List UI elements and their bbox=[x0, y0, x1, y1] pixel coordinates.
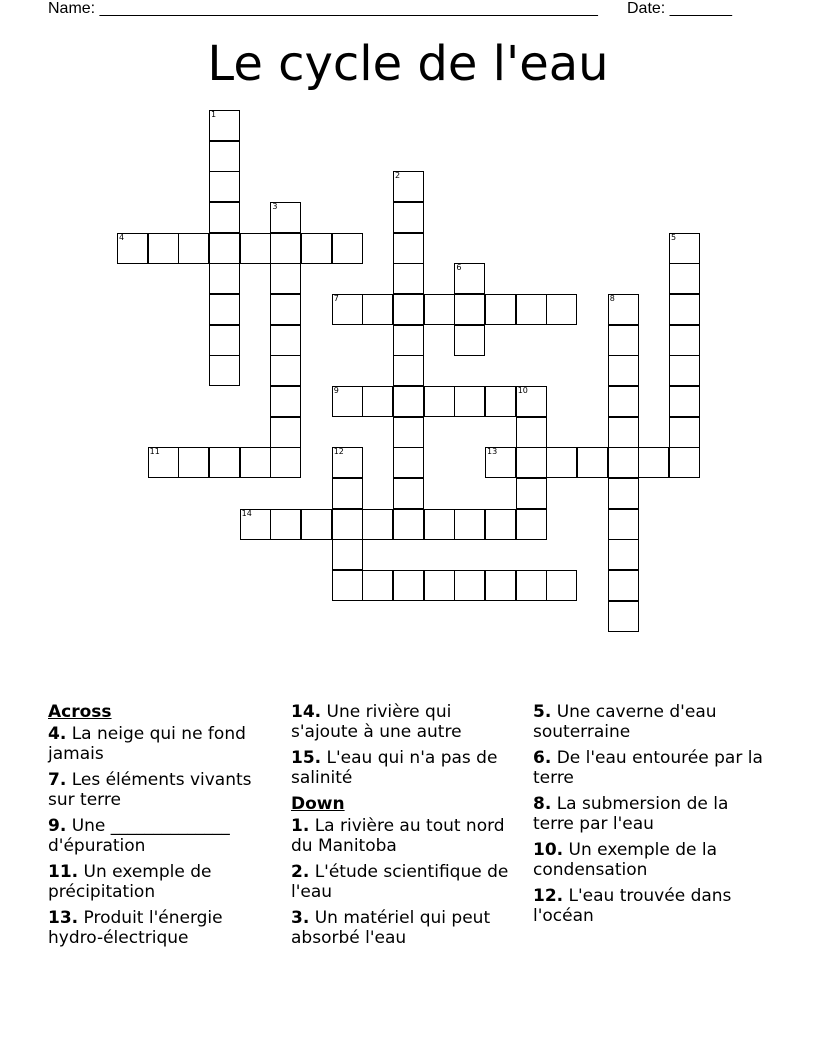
grid-cell[interactable] bbox=[485, 447, 516, 478]
grid-cell[interactable] bbox=[577, 447, 608, 478]
grid-cell[interactable] bbox=[485, 509, 516, 540]
down-heading: Down bbox=[291, 794, 345, 814]
grid-cell[interactable] bbox=[669, 263, 700, 294]
grid-cell[interactable] bbox=[270, 263, 301, 294]
grid-cell[interactable] bbox=[669, 386, 700, 417]
clue-number: 14 bbox=[241, 508, 252, 518]
grid-cell[interactable] bbox=[608, 294, 639, 325]
grid-cell[interactable] bbox=[209, 202, 240, 233]
grid-cell[interactable] bbox=[669, 294, 700, 325]
grid-cell[interactable] bbox=[393, 202, 424, 233]
grid-cell[interactable] bbox=[516, 570, 547, 601]
grid-cell[interactable] bbox=[669, 417, 700, 448]
grid-cell[interactable] bbox=[148, 233, 179, 264]
grid-cell[interactable] bbox=[332, 294, 363, 325]
clue-column-3 bbox=[533, 702, 763, 932]
grid-cell[interactable] bbox=[209, 171, 240, 202]
date-field-label[interactable]: Date: _______ bbox=[627, 0, 732, 17]
grid-cell[interactable] bbox=[393, 325, 424, 356]
grid-cell[interactable] bbox=[362, 509, 393, 540]
grid-cell[interactable] bbox=[209, 325, 240, 356]
grid-cell[interactable] bbox=[608, 570, 639, 601]
clue-number: 4 bbox=[119, 232, 125, 242]
grid-cell[interactable] bbox=[608, 509, 639, 540]
grid-cell[interactable] bbox=[485, 294, 516, 325]
grid-cell[interactable] bbox=[148, 447, 179, 478]
grid-cell[interactable] bbox=[209, 110, 240, 141]
clue-number: 9 bbox=[333, 386, 339, 396]
clue-down-6: 6. De l'eau entourée par la terre bbox=[533, 748, 763, 788]
grid-cell[interactable] bbox=[424, 294, 455, 325]
grid-cell[interactable] bbox=[332, 570, 363, 601]
grid-cell[interactable] bbox=[393, 263, 424, 294]
grid-cell[interactable] bbox=[424, 386, 455, 417]
grid-cell[interactable] bbox=[393, 478, 424, 509]
grid-cell[interactable] bbox=[178, 233, 209, 264]
grid-cell[interactable] bbox=[301, 233, 332, 264]
grid-cell[interactable] bbox=[546, 447, 577, 478]
clue-number: 6 bbox=[456, 263, 462, 273]
grid-cell[interactable] bbox=[669, 325, 700, 356]
clue-number: 1 bbox=[211, 110, 217, 119]
grid-cell[interactable] bbox=[332, 478, 363, 509]
grid-cell[interactable] bbox=[516, 509, 547, 540]
grid-cell[interactable] bbox=[393, 417, 424, 448]
grid-cell[interactable] bbox=[240, 509, 271, 540]
grid-cell[interactable] bbox=[117, 233, 148, 264]
grid-cell[interactable] bbox=[454, 294, 485, 325]
clue-across-4: 4. La neige qui ne fond jamais bbox=[48, 724, 246, 764]
grid-cell[interactable] bbox=[454, 263, 485, 294]
grid-cell[interactable] bbox=[362, 570, 393, 601]
grid-cell[interactable] bbox=[516, 294, 547, 325]
grid-cell[interactable] bbox=[485, 570, 516, 601]
grid-cell[interactable] bbox=[270, 202, 301, 233]
grid-cell[interactable] bbox=[608, 601, 639, 632]
grid-cell[interactable] bbox=[270, 233, 301, 264]
grid-cell[interactable] bbox=[669, 233, 700, 264]
clue-down-10: 10. Un exemple de la condensation bbox=[533, 840, 718, 880]
page-title: Le cycle de l'eau bbox=[207, 36, 609, 92]
clue-across-15: 15. L'eau qui n'a pas de salinité bbox=[291, 748, 498, 788]
grid-cell[interactable] bbox=[454, 570, 485, 601]
grid-cell[interactable] bbox=[516, 386, 547, 417]
clue-column-2 bbox=[291, 702, 516, 954]
grid-cell[interactable] bbox=[270, 355, 301, 386]
clue-down-8: 8. La submersion de la terre par l'eau bbox=[533, 794, 729, 834]
clue-number: 2 bbox=[395, 171, 401, 181]
grid-cell[interactable] bbox=[546, 294, 577, 325]
name-field-label[interactable]: Name: ________________________________________________________ bbox=[48, 0, 598, 17]
grid-cell[interactable] bbox=[669, 355, 700, 386]
grid-cell[interactable] bbox=[516, 417, 547, 448]
grid-cell[interactable] bbox=[209, 294, 240, 325]
grid-cell[interactable] bbox=[270, 325, 301, 356]
grid-cell[interactable] bbox=[608, 539, 639, 570]
clue-down-3: 3. Un matériel qui peut absorbé l'eau bbox=[291, 908, 491, 948]
clue-across-9: 9. Une ______________ d'épuration bbox=[48, 816, 230, 856]
clue-number: 8 bbox=[609, 294, 615, 304]
clue-across-13: 13. Produit l'énergie hydro-électrique bbox=[48, 908, 223, 948]
grid-cell[interactable] bbox=[209, 355, 240, 386]
clue-number: 11 bbox=[149, 447, 160, 457]
grid-cell[interactable] bbox=[393, 509, 424, 540]
clue-number: 13 bbox=[487, 447, 498, 457]
grid-cell[interactable] bbox=[608, 478, 639, 509]
grid-cell[interactable] bbox=[240, 447, 271, 478]
clue-down-2: 2. L'étude scientifique de l'eau bbox=[291, 862, 509, 902]
clue-across-11: 11. Un exemple de précipitation bbox=[48, 862, 212, 902]
grid-cell[interactable] bbox=[393, 233, 424, 264]
grid-cell[interactable] bbox=[546, 570, 577, 601]
grid-cell[interactable] bbox=[638, 447, 669, 478]
grid-cell[interactable] bbox=[393, 355, 424, 386]
grid-cell[interactable] bbox=[516, 447, 547, 478]
clue-number: 5 bbox=[671, 232, 677, 242]
grid-cell[interactable] bbox=[270, 509, 301, 540]
clue-down-1: 1. La rivière au tout nord du Manitoba bbox=[291, 816, 505, 856]
across-heading: Across bbox=[48, 702, 112, 722]
grid-cell[interactable] bbox=[485, 386, 516, 417]
grid-cell[interactable] bbox=[608, 417, 639, 448]
grid-cell[interactable] bbox=[332, 539, 363, 570]
grid-cell[interactable] bbox=[393, 447, 424, 478]
clue-number: 7 bbox=[333, 294, 339, 304]
grid-cell[interactable] bbox=[454, 509, 485, 540]
grid-cell[interactable] bbox=[516, 478, 547, 509]
grid-cell[interactable] bbox=[270, 294, 301, 325]
grid-cell[interactable] bbox=[178, 447, 209, 478]
grid-cell[interactable] bbox=[393, 570, 424, 601]
grid-cell[interactable] bbox=[362, 294, 393, 325]
grid-cell[interactable] bbox=[608, 355, 639, 386]
clue-number: 12 bbox=[333, 447, 344, 457]
grid-cell[interactable] bbox=[332, 233, 363, 264]
grid-cell[interactable] bbox=[393, 386, 424, 417]
grid-cell[interactable] bbox=[608, 447, 639, 478]
grid-cell[interactable] bbox=[332, 447, 363, 478]
clue-across-7: 7. Les éléments vivants sur terre bbox=[48, 770, 252, 810]
grid-cell[interactable] bbox=[424, 570, 455, 601]
grid-cell[interactable] bbox=[424, 509, 455, 540]
grid-cell[interactable] bbox=[209, 233, 240, 264]
clue-number: 10 bbox=[517, 386, 528, 396]
clue-column-1 bbox=[48, 702, 268, 954]
grid-cell[interactable] bbox=[393, 171, 424, 202]
clue-down-5: 5. Une caverne d'eau souterraine bbox=[533, 702, 717, 742]
clue-number: 3 bbox=[272, 202, 278, 211]
grid-cell[interactable] bbox=[362, 386, 393, 417]
grid-cell[interactable] bbox=[454, 325, 485, 356]
clue-across-14: 14. Une rivière qui s'ajoute à une autre bbox=[291, 702, 462, 742]
grid-cell[interactable] bbox=[209, 447, 240, 478]
grid-cell[interactable] bbox=[608, 325, 639, 356]
grid-cell[interactable] bbox=[669, 447, 700, 478]
grid-cell[interactable] bbox=[301, 509, 332, 540]
grid-cell[interactable] bbox=[240, 233, 271, 264]
grid-cell[interactable] bbox=[270, 386, 301, 417]
grid-cell[interactable] bbox=[209, 263, 240, 294]
grid-cell[interactable] bbox=[332, 509, 363, 540]
grid-cell[interactable] bbox=[393, 294, 424, 325]
grid-cell[interactable] bbox=[454, 386, 485, 417]
clue-down-12: 12. L'eau trouvée dans l'océan bbox=[533, 886, 732, 926]
grid-cell[interactable] bbox=[270, 447, 301, 478]
grid-cell[interactable] bbox=[608, 386, 639, 417]
grid-cell[interactable] bbox=[332, 386, 363, 417]
grid-cell[interactable] bbox=[209, 141, 240, 172]
grid-cell[interactable] bbox=[270, 417, 301, 448]
